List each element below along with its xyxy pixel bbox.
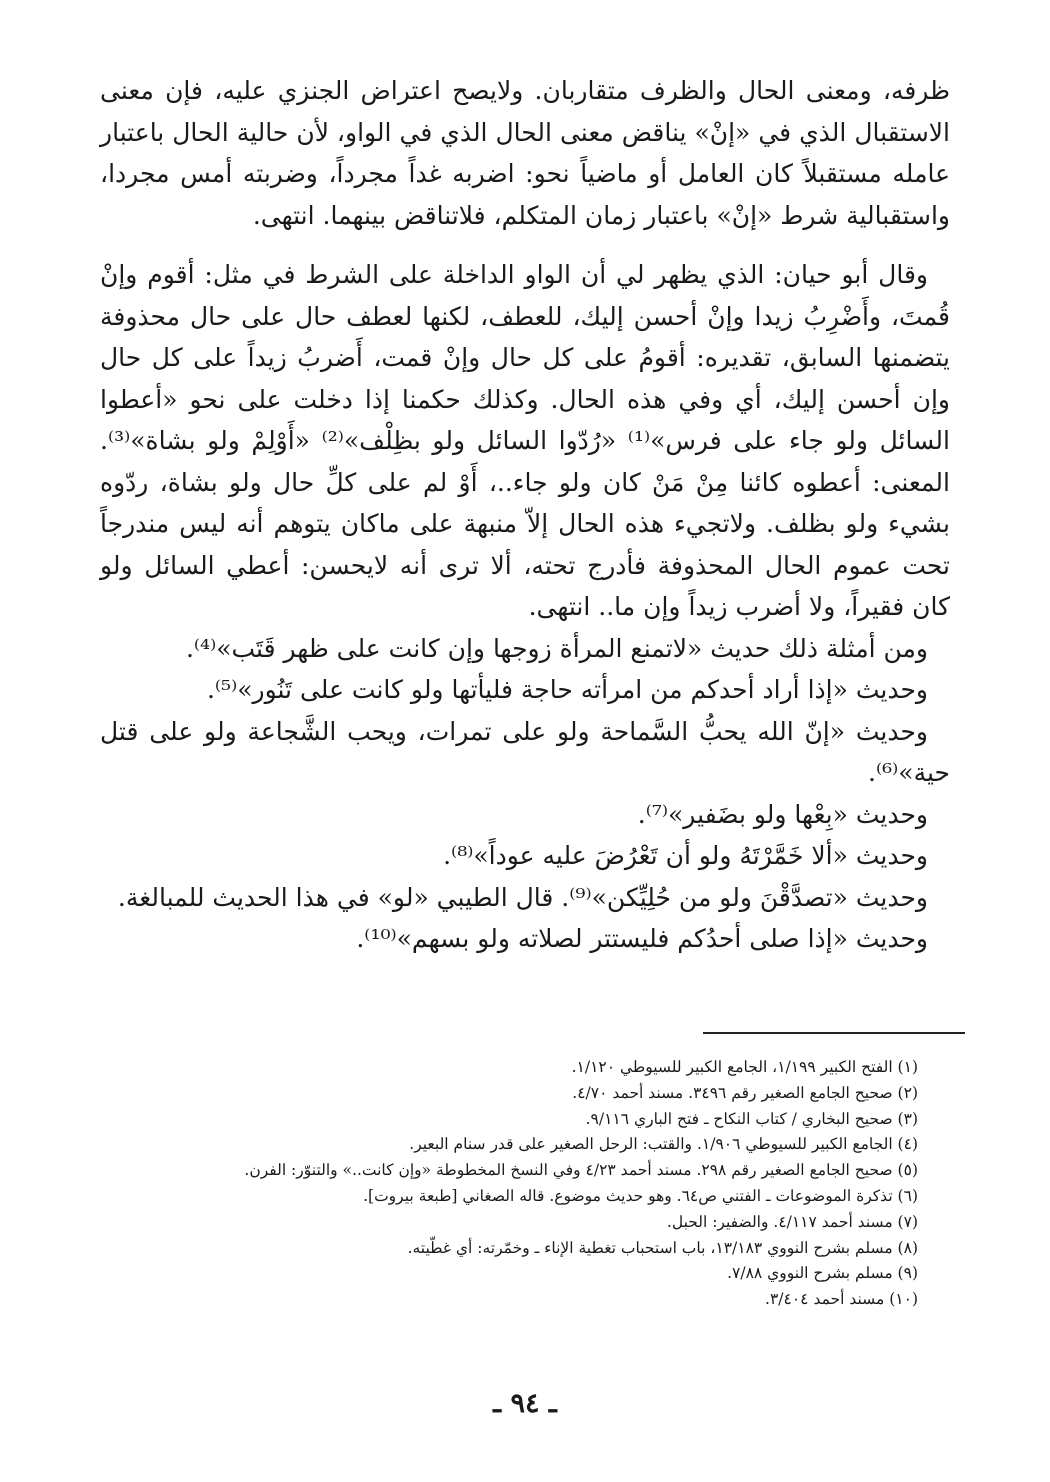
footnote-1: (١) الفتح الكبير ١/١٩٩، الجامع الكبير للسيوطي ١/١٢٠. — [571, 1058, 918, 1076]
paragraph-2: وقال أبو حيان: الذي يظهر لي أن الواو الداخلة على الشرط في مثل: أقوم وإنْ قُمتَ، وأَضْرِبُ زيدا وإنْ أحسن إليك، للعطف، لكنها لعطف حال على حال محذوفة يتضمنها السابق، تقديره: أقومُ على كل حال وإنْ قمت، أَضربُ زيداً على كل حال وإن أحسن إليك، أي وفي هذه الحال. وكذلك حكمنا إذا دخلت على نحو «أعطوا السائل ولو جاء على فرس»⁽¹⁾ «رُدّوا السائل ولو بظِلْف»⁽²⁾ «أَوْلِمْ ولو بشاة»⁽³⁾. المعنى: أعطوه كائنا مِنْ مَنْ كان ولو جاء..، أَوْ لم على كلِّ حال ولو بشاة، ردّوه بشيء ولو بظلف. ولاتجيء هذه الحال إلاّ منبهة على ماكان يتوهم أنه ليس مندرجاً تحت عموم الحال المحذوفة فأدرج تحته، ألا ترى أنه لايحسن: أعطي السائل ولو كان فقيراً، ولا أضرب زيداً وإن ما.. انتهى. — [100, 260, 950, 621]
paragraph-5: وحديث «إنّ الله يحبُّ السَّماحة ولو على تمرات، ويحب الشَّجاعة ولو على قتل حية»⁽⁶⁾. — [100, 716, 950, 787]
footnote-8: (٨) مسلم بشرح النووي ١٣/١٨٣، باب استحباب تغطية الإناء ـ وخمّرته: أي غطّيته. — [407, 1238, 918, 1257]
paragraph-3: ومن أمثلة ذلك حديث «لاتمنع المرأة زوجها وإن كانت على ظهر قَتَب»⁽⁴⁾. — [185, 633, 928, 663]
footnote-divider — [703, 1032, 965, 1034]
footnote-2: (٢) صحيح الجامع الصغير رقم ٣٤٩٦. مسند أحمد ٤/٧٠. — [572, 1083, 918, 1102]
paragraph-1: ظرفه، ومعنى الحال والظرف متقاربان. ولايصح اعتراض الجنزي عليه، فإن معنى الاستقبال الذي في «إنْ» يناقض معنى الحال الذي في الواو، لأن حالية الحال باعتبار عامله مستقبلاً كان العامل أو ماضياً نحو: اضربه غداً مجرداً، وضربته أمس مجردا، واستقبالية شرط «إنْ» باعتبار زمان المتكلم، فلاتناقض بينهما. انتهى. — [100, 76, 950, 230]
footnote-9: (٩) مسلم بشرح النووي ٧/٨٨. — [727, 1264, 918, 1283]
footnote-4: (٤) الجامع الكبير للسيوطي ١/٩٠٦. والقتب: الرحل الصغير على قدر سنام البعير. — [409, 1135, 918, 1154]
paragraph-6: وحديث «بِعْها ولو بضَفير»⁽⁷⁾. — [637, 799, 928, 829]
footnote-10: (١٠) مسند أحمد ٣/٤٠٤. — [765, 1290, 918, 1309]
footnote-5: (٥) صحيح الجامع الصغير رقم ٢٩٨. مسند أحمد ٤/٢٣ وفي النسخ المخطوطة «وإن كانت..» والتنوّر: الفرن. — [244, 1161, 918, 1180]
footnote-3: (٣) صحيح البخاري / كتاب النكاح ـ فتح الباري ٩/١١٦. — [585, 1109, 918, 1128]
footnotes — [98, 1055, 918, 1313]
footnote-7: (٧) مسند أحمد ٤/١١٧. والضفير: الحبل. — [666, 1212, 918, 1231]
main-text — [100, 70, 950, 960]
paragraph-9: وحديث «إذا صلى أحدُكم فليستتر لصلاته ولو بسهم»⁽¹⁰⁾. — [356, 924, 928, 953]
paragraph-8: وحديث «تصدَّقْنَ ولو من حُلِيِّكن»⁽⁹⁾. قال الطيبي «لو» في هذا الحديث للمبالغة. — [117, 882, 928, 912]
page-number: ـ ٩٤ ـ — [493, 1388, 557, 1419]
footnote-6: (٦) تذكرة الموضوعات ـ الفتني ص٦٤. وهو حديث موضوع. قاله الصغاني [طبعة بيروت]. — [363, 1186, 918, 1205]
paragraph-7: وحديث «ألا خَمَّرْتَهُ ولو أن تَعْرُضَ عليه عوداً»⁽⁸⁾. — [443, 841, 928, 870]
paragraph-4: وحديث «إذا أراد أحدكم من امرأته حاجة فليأتها ولو كانت على تَنُور»⁽⁵⁾. — [206, 675, 928, 704]
